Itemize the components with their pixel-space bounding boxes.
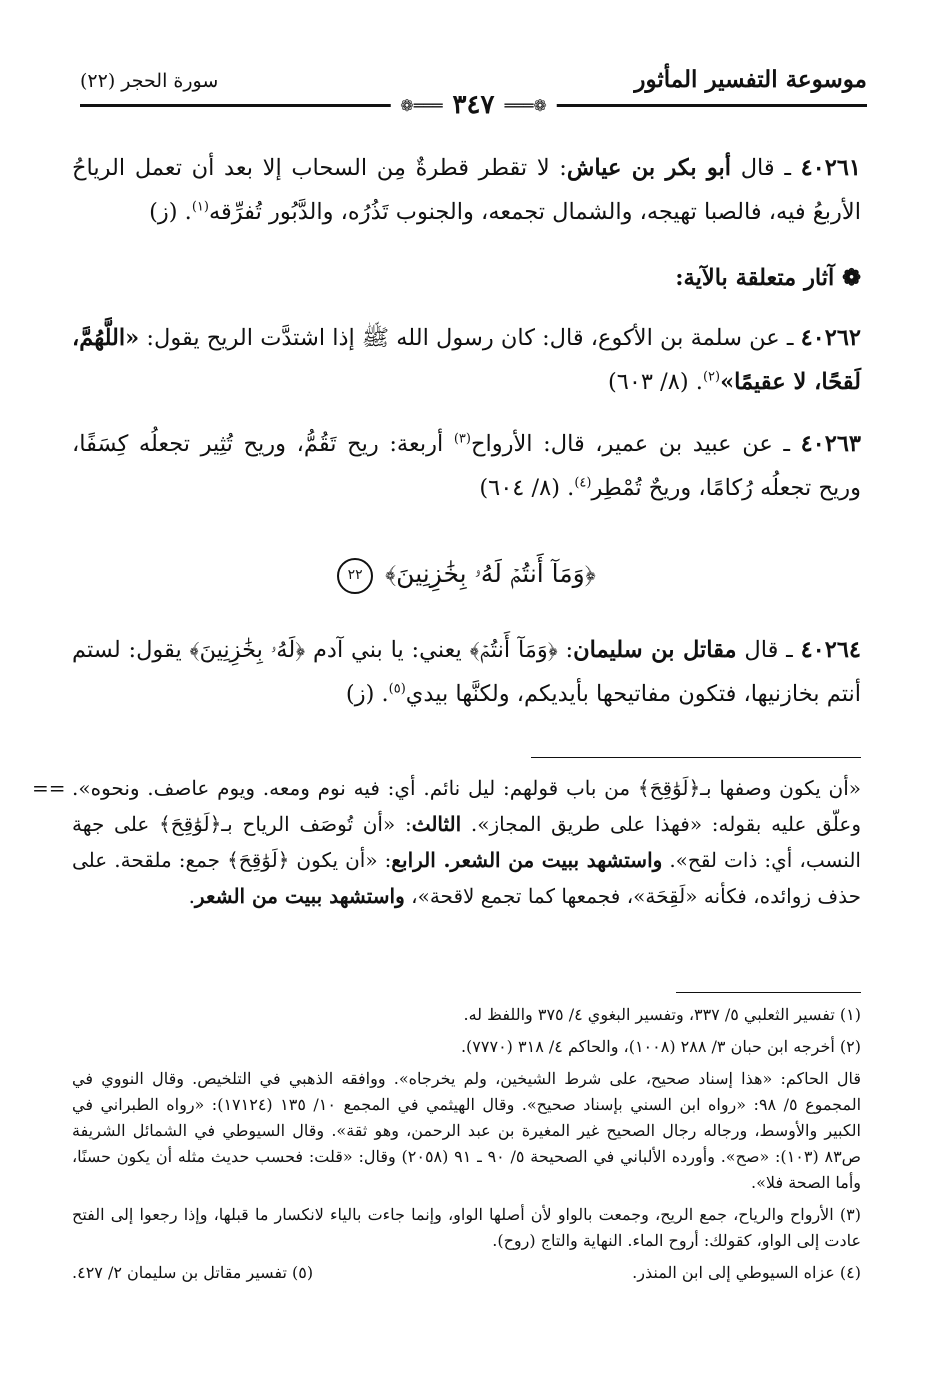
entry-text: : ﴿وَمَآ أَنتُمۡ﴾ يعني: يا بني آدم ﴿لَهُۥ بِخَٰزِنِينَ﴾ يقول: لستم أنتم بخازنيها، فتكون مفاتيحها بأيديكم، ولكنَّها بيدي [72,637,861,707]
entry-tail: . (ز) [149,199,192,225]
ornament-right-icon: ═══❁ [504,95,547,115]
narrator-name: أبو بكر بن عياش [566,155,732,181]
athar-entry [72,146,861,234]
entry-number: ٤٠٢٦١ [800,155,862,181]
bold-note: واستشهد ببيت من الشعر [194,884,405,908]
ornament-left-icon: ❁═══ [400,95,443,115]
third-label: الثالث [411,812,462,836]
footnote-separator [531,757,861,758]
narrator-name: مقاتل بن سليمان [573,637,737,663]
quran-verse [72,544,861,604]
footnote-ref[interactable]: (٢) [702,369,721,385]
bold-note: واستشهد ببيت من الشعر. الرابع [391,848,663,872]
entry-number: ٤٠٢٦٤ [800,637,861,663]
footnote-3: (٣) الأرواح والرياح، جمع الريح، وجمعت بالواو لأن أصلها الواو، وإنما جاءت بالياء لانكسار ما قبلها، وإذا رجعوا إلى الفتح عادت إلى الواو، كقولك: أروح الماء. النهاية والتاج (روح). [72,1205,861,1250]
footnote-separator [676,992,861,993]
continuation-mark: == [32,776,66,800]
entry-intro: ـ قال [736,637,801,663]
entry-text: : لا تقطر قطرةٌ مِن السحاب إلا بعد أن تعمل الرياحُ الأربعُ فيه، فالصبا تهيجه، والشمال تجمعه، والجنوب تَذُرُه، والدَّبُور تُفرِّقه [72,155,861,225]
continuation-end: . [188,884,195,908]
footnotes [72,1002,861,1292]
entry-number: ٤٠٢٦٣ [800,431,861,457]
continuation-text: «أن يكون وصفها بـ﴿لَوَٰقِحَ﴾ من باب قولهم: ليل نائم. أي: فيه نوم ومعه. ويوم عاصف. ونحوه». وعلّق عليه بقوله: «فهذا على طريق المجاز». [72,776,861,836]
surah-title: سورة الحجر (٢٢) [80,70,226,92]
main-content [72,146,861,734]
entry-text: ـ عن سلمة بن الأكوع، قال: كان رسول الله ﷺ إذا اشتدَّت الريح يقول: [139,325,801,351]
section-heading: ❁ آثار متعلقة بالآية: [675,265,861,291]
entry-tail: . (٨/ ٦٠٤) [479,475,575,501]
footnote-ref[interactable]: (٥) [388,681,406,697]
tafsir-entry [72,628,861,716]
entry-text: ـ عن عبيد بن عمير، قال: الأرواح [470,431,801,457]
footnote-ref[interactable]: (٣) [453,431,471,447]
footnote-continuation [32,770,861,914]
footnote-row [72,1260,861,1286]
footnote-ref[interactable]: (٤) [574,475,592,491]
page-number: ٣٤٧ [452,90,495,120]
entry-intro: ـ قال [731,155,801,181]
entry-tail: . (٨/ ٦٠٣) [607,369,703,395]
verse-text: ﴿وَمَآ أَنتُمۡ لَهُۥ بِخَٰزِنِينَ﴾ [385,559,596,588]
footnote-2-detail: قال الحاكم: «هذا إسناد صحيح، على شرط الشيخين، ولم يخرجاه». ووافقه الذهبي في التلخيص. وقال النووي في المجموع ٥/ ٩٨: «رواه ابن السني بإسناد صحيح». وقال الهيثمي في المجمع ١٠/ ١٣٥ (١٧١٢٤): «رواه الطبراني في الكبير والأوسط، ورجاله رجال الصحيح غير المغيرة بن عبد الرحمن، وهو ثقة». وقال السيوطي في الشمائل الشريفة ص٨٣ (١٠٣): «صح». وأورده الألباني في الصحيحة ٥/ ٩٠ ـ ٩١ (٢٠٥٨) وقال: «قلت: فحسب حديث مثله أن يكون حسنًا، وأما الصحة فلا». [72,1069,862,1192]
book-title: موسوعة التفسير المأثور [626,66,867,93]
continuation-text: : «أن تُوصَف الرياح بـ﴿لَوَٰقِحَ﴾ على جهة النسب، أي: ذات لقح». [72,812,861,872]
footnote-2: (٢) أخرجه ابن حبان ٣/ ٢٨٨ (١٠٠٨)، والحاكم ٤/ ٣١٨ (٧٧٧٠). [460,1037,861,1056]
continuation-text: : «أن يكون ﴿لَوَٰقِحَ﴾ جمع: ملقحة. على حذف زوائده، فكأنه «لَقِحَة»، فجمعها كما تجمع لاقحة»، [72,848,861,908]
entry-number: ٤٠٢٦٢ [800,325,861,351]
footnote-4: (٤) عزاه السيوطي إلى ابن المنذر. [632,1263,861,1282]
athar-entry [72,316,861,404]
athar-entry [72,422,861,510]
entry-tail: . (ز) [345,681,389,707]
page-header [80,66,867,120]
footnote-1: (١) تفسير الثعلبي ٥/ ٣٣٧، وتفسير البغوي ٤/ ٣٧٥ واللفظ له. [463,1005,861,1024]
footnote-ref[interactable]: (١) [191,199,209,215]
page-number-block [390,90,557,120]
verse-number: ٢٢ [337,558,373,594]
entry-text-continued: أربعة: ريح تَقُمُّ، وريح تُثِير تجعلُه كِسَفًا، وريح تجعلُه رُكامًا، وريحٌ تُمْطِر [72,431,861,501]
hadith-quote: «اللَّهُمَّ، لَقحًا، لا عقيمًا» [72,325,861,395]
footnote-5: (٥) تفسير مقاتل بن سليمان ٢/ ٤٢٧. [72,1263,314,1282]
